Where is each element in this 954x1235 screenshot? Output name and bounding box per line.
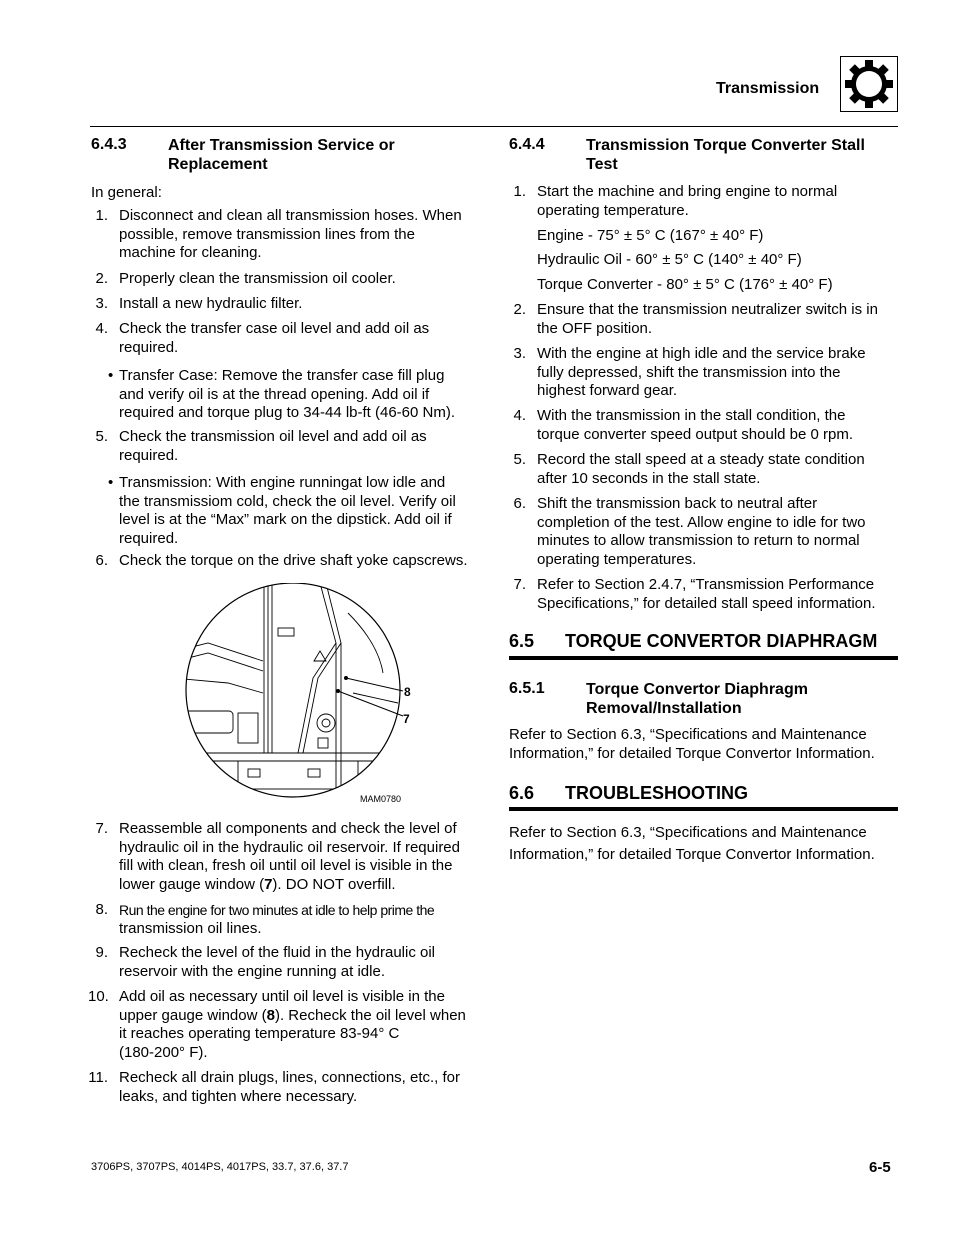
heading-6-6-title: TROUBLESHOOTING (565, 783, 748, 803)
heading-6-5-number: 6.5 (509, 631, 535, 651)
list-number: 5. (95, 428, 108, 445)
heading-6-6-rule (509, 807, 898, 811)
footer-models: 3706PS, 3707PS, 4014PS, 4017PS, 33.7, 37.6, 37.7 (91, 1161, 349, 1173)
list-item-text: Properly clean the transmission oil cooler. (119, 270, 396, 287)
list-item-text: With the transmission in the stall condition, the torque converter speed output should be 0 rpm. (537, 407, 854, 443)
list-item-text: Install a new hydraulic filter. (119, 295, 303, 312)
section-number-right: 6.4.4 (509, 136, 545, 153)
intro-text: In general: (91, 184, 162, 201)
list-item-text: Shift the transmission back to neutral after completion of the test. Allow engine to idle for two minutes to allow transmission to return to normal operating temperatures. (537, 495, 866, 568)
list-number: 4. (513, 407, 526, 424)
list-number: 1. (513, 183, 526, 200)
list-item-text: Add oil as necessary until oil level is visible in the upper gauge window (8). Recheck the oil level when it reaches operating temperature 83-94° C (180-200° F). (119, 988, 466, 1061)
transmission-figure (168, 583, 428, 813)
list-item-text: Refer to Section 2.4.7, “Transmission Performance Specifications,” for detailed stall speed information. (537, 576, 876, 612)
list-item-text: Recheck the level of the fluid in the hydraulic oil reservoir with the engine running at idle. (119, 944, 436, 980)
bullet-marker: • (108, 474, 114, 491)
list-number: 7. (95, 820, 108, 837)
list-item-text: Engine - 75° ± 5° C (167° ± 40° F) (537, 227, 764, 244)
list-number: 11. (88, 1069, 108, 1086)
figure-label-7: 7 (403, 712, 410, 726)
list-number: 3. (95, 295, 108, 312)
heading-6-5-title: TORQUE CONVERTOR DIAPHRAGM (565, 631, 878, 651)
list-item-text: Record the stall speed at a steady state condition after 10 seconds in the stall state. (537, 451, 865, 487)
heading-6-6-number: 6.6 (509, 783, 535, 803)
gear-icon (840, 56, 898, 112)
list-item-text: Recheck all drain plugs, lines, connections, etc., for leaks, and tighten where necessary. (119, 1069, 461, 1105)
header-title: Transmission (716, 80, 820, 97)
section-6-5-1-number: 6.5.1 (509, 680, 545, 697)
list-item-text: Ensure that the transmission neutralizer switch is in the OFF position. (537, 301, 878, 337)
list-number: 2. (95, 270, 108, 287)
list-number: 7. (513, 576, 526, 593)
bullet-marker: • (108, 367, 114, 384)
list-item-text: Check the transfer case oil level and add oil as required. (119, 320, 430, 356)
list-item-text: Hydraulic Oil - 60° ± 5° C (140° ± 40° F) (537, 251, 802, 268)
section-title: After Transmission Service or Replacement (168, 137, 395, 173)
heading-6-5-rule (509, 656, 898, 660)
list-item-text: Transfer Case: Remove the transfer case fill plug and verify oil is at the thread opening. Add oil if required and torque plug to 34-44 lb-ft (46-60 Nm). (119, 367, 456, 421)
list-item-text: Start the machine and bring engine to normal operating temperature. (537, 183, 838, 219)
list-item-text: Transmission: With engine runningat low idle and the transmissiom cold, check the oil level. Verify oil level is at the “Max” mark on the dipstick. Add oil if required. (119, 474, 456, 547)
list-number: 1. (95, 207, 108, 224)
header-rule (90, 126, 898, 127)
list-number: 2. (513, 301, 526, 318)
list-number: 6. (95, 552, 108, 569)
section-title-right: Transmission Torque Converter Stall Test (586, 137, 865, 173)
list-number: 4. (95, 320, 108, 337)
list-number: 6. (513, 495, 526, 512)
list-number: 9. (95, 944, 108, 961)
figure-label-8: 8 (404, 685, 411, 699)
list-item-text: Check the torque on the drive shaft yoke capscrews. (119, 552, 468, 569)
list-number: 3. (513, 345, 526, 362)
page-number: 6-5 (869, 1159, 891, 1176)
section-6-5-1-body: Refer to Section 6.3, “Specifications and Maintenance Information,” for detailed Torque Convertor Information. (509, 726, 875, 762)
list-number: 5. (513, 451, 526, 468)
list-item-text: Torque Converter - 80° ± 5° C (176° ± 40° F) (537, 276, 833, 293)
list-item-text: Disconnect and clean all transmission hoses. When possible, remove transmission lines from the machine for cleaning. (119, 207, 462, 261)
section-number: 6.4.3 (91, 136, 127, 153)
figure-caption: MAM0780 (360, 794, 402, 804)
list-item-text: With the engine at high idle and the service brake fully depressed, shift the transmission into the highest forward gear. (537, 345, 866, 399)
section-6-6-body: Refer to Section 6.3, “Specifications and Maintenance Information,” for detailed Torque Convertor Information. (509, 824, 875, 863)
list-item-text: Check the transmission oil level and add oil as required. (119, 428, 427, 464)
list-number: 8. (95, 901, 108, 918)
list-item-text: Reassemble all components and check the level of hydraulic oil in the hydraulic oil reservoir. If required fill with clean, fresh oil until oil level is visible in the lower gauge window (7). DO NOT overfill. (119, 820, 460, 893)
list-item-text: Run the engine for two minutes at idle to help prime the transmission oil lines. (119, 902, 435, 937)
list-number: 10. (88, 988, 109, 1005)
section-6-5-1-title: Torque Convertor Diaphragm Removal/Installation (586, 681, 808, 717)
